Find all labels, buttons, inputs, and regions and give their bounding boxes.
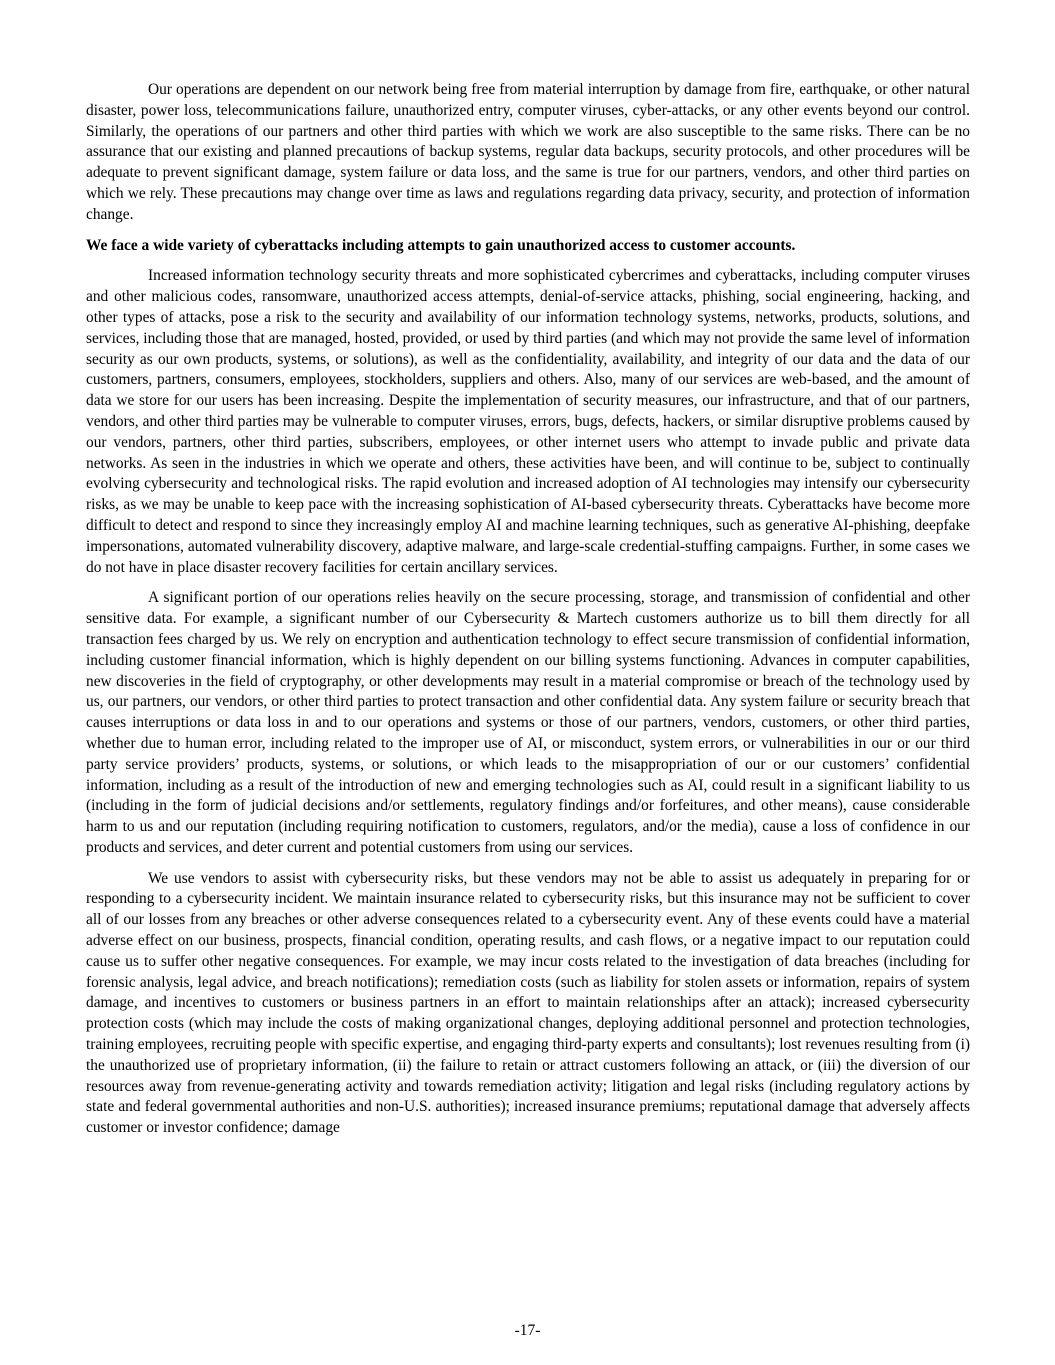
paragraph-security-threats: Increased information technology security threats and more sophisticated cybercrimes and cyberattacks, including computer viruses and other malicious codes, ransomware, unauthorized access attempts, denial-of-service attacks, phishing, social engineering, hacking, and other types of attacks, pose a risk to the security and availability of our information technology systems, networks, products, solutions, and services, including those that are managed, hosted, provided, or used by third parties (and which may not provide the same level of information security as our own products, systems, or solutions), as well as the confidentiality, availability, and integrity of our data and the data of our customers, partners, consumers, employees, stockholders, suppliers and others. Also, many of our services are web-based, and the amount of data we store for our users has been increasing. Despite the implementation of security measures, our infrastructure, and that of our partners, vendors, and other third parties may be vulnerable to computer viruses, errors, bugs, defects, hackers, or similar disruptive problems caused by our vendors, partners, other third parties, subscribers, employees, or other internet users who attempt to invade public and private data networks. As seen in the industries in which we operate and others, these activities have been, and will continue to be, subject to continually evolving cybersecurity and technological risks. The rapid evolution and increased adoption of AI technologies may intensify our cybersecurity risks, as we may be unable to keep pace with the increasing sophistication of AI-based cybersecurity threats. Cyberattacks have become more difficult to detect and respond to since they increasingly employ AI and machine learning techniques, such as generative AI-phishing, deepfake impersonations, automated vulnerability discovery, adaptive malware, and large-scale credential-stuffing campaigns. Further, in some cases we do not have in place disaster recovery facilities for certain ancillary services. bbox=[86, 267, 970, 576]
page-number: -17- bbox=[514, 1322, 541, 1339]
paragraph-sensitive-data: A significant portion of our operations relies heavily on the secure processing, storage, and transmission of confidential and other sensitive data. For example, a significant number of our Cybersecurity & Martech customers authorize us to bill them directly for all transaction fees charged by us. We rely on encryption and authentication technology to effect secure transmission of confidential information, including customer financial information, which is highly dependent on our billing systems functioning. Advances in computer capabilities, new discoveries in the field of cryptography, or other developments may result in a material compromise or breach of the technology used by us, our partners, our vendors, or other third parties to protect transaction and other confidential data. Any system failure or security breach that causes interruptions or data loss in and to our operations and systems or those of our partners, vendors, customers, or other third parties, whether due to human error, including related to the improper use of AI, or misconduct, system errors, or vulnerabilities in our or our third party service providers’ products, systems, or solutions, or which leads to the misappropriation of our or our customers’ confidential information, including as a result of the introduction of new and emerging technologies such as AI, could result in a significant liability to us (including in the form of judicial decisions and/or settlements, regulatory findings and/or forfeitures, and other means), cause considerable harm to us and our reputation (including requiring notification to customers, regulators, and/or the media), cause a loss of confidence in our products and services, and deter current and potential customers from using our services. bbox=[86, 589, 970, 856]
paragraph-network-dependence: Our operations are dependent on our network being free from material interruption by damage from fire, earthquake, or other natural disaster, power loss, telecommunications failure, unauthorized entry, computer viruses, cyber-attacks, or any other events beyond our control. Similarly, the operations of our partners and other third parties with which we work are also susceptible to the same risks. There can be no assurance that our existing and planned precautions of backup systems, regular data backups, security protocols, and other procedures will be adequate to prevent significant damage, system failure or data loss, and the same is true for our partners, vendors, and other third parties on which we rely. These precautions may change over time as laws and regulations regarding data privacy, security, and protection of information change. bbox=[86, 81, 970, 223]
section-heading-cyberattacks: We face a wide variety of cyberattacks including attempts to gain unauthorized access to customer accounts. bbox=[86, 236, 796, 254]
document-page bbox=[86, 80, 970, 1149]
paragraph-vendors-insurance: We use vendors to assist with cybersecurity risks, but these vendors may not be able to assist us adequately in preparing for or responding to a cybersecurity incident. We maintain insurance related to cybersecurity risks, but this insurance may not be sufficient to cover all of our losses from any breaches or other adverse consequences related to a cybersecurity event. Any of these events could have a material adverse effect on our business, prospects, financial condition, operating results, and cash flows, or a negative impact to our reputation could cause us to suffer other negative consequences. For example, we may incur costs related to the investigation of data breaches (including for forensic analysis, legal advice, and breach notifications); remediation costs (such as liability for stolen assets or information, repairs of system damage, and incentives to customers or business partners in an effort to maintain relationships after an attack); increased cybersecurity protection costs (which may include the costs of making organizational changes, deploying additional personnel and protection technologies, training employees, recruiting people with specific expertise, and engaging third-party experts and consultants); lost revenues resulting from (i) the unauthorized use of proprietary information, (ii) the failure to retain or attract customers following an attack, or (iii) the diversion of our resources away from revenue-generating activity and towards remediation activity; litigation and legal risks (including regulatory actions by state and federal governmental authorities and non-U.S. authorities); increased insurance premiums; reputational damage that adversely affects customer or investor confidence; damage bbox=[86, 869, 970, 1137]
